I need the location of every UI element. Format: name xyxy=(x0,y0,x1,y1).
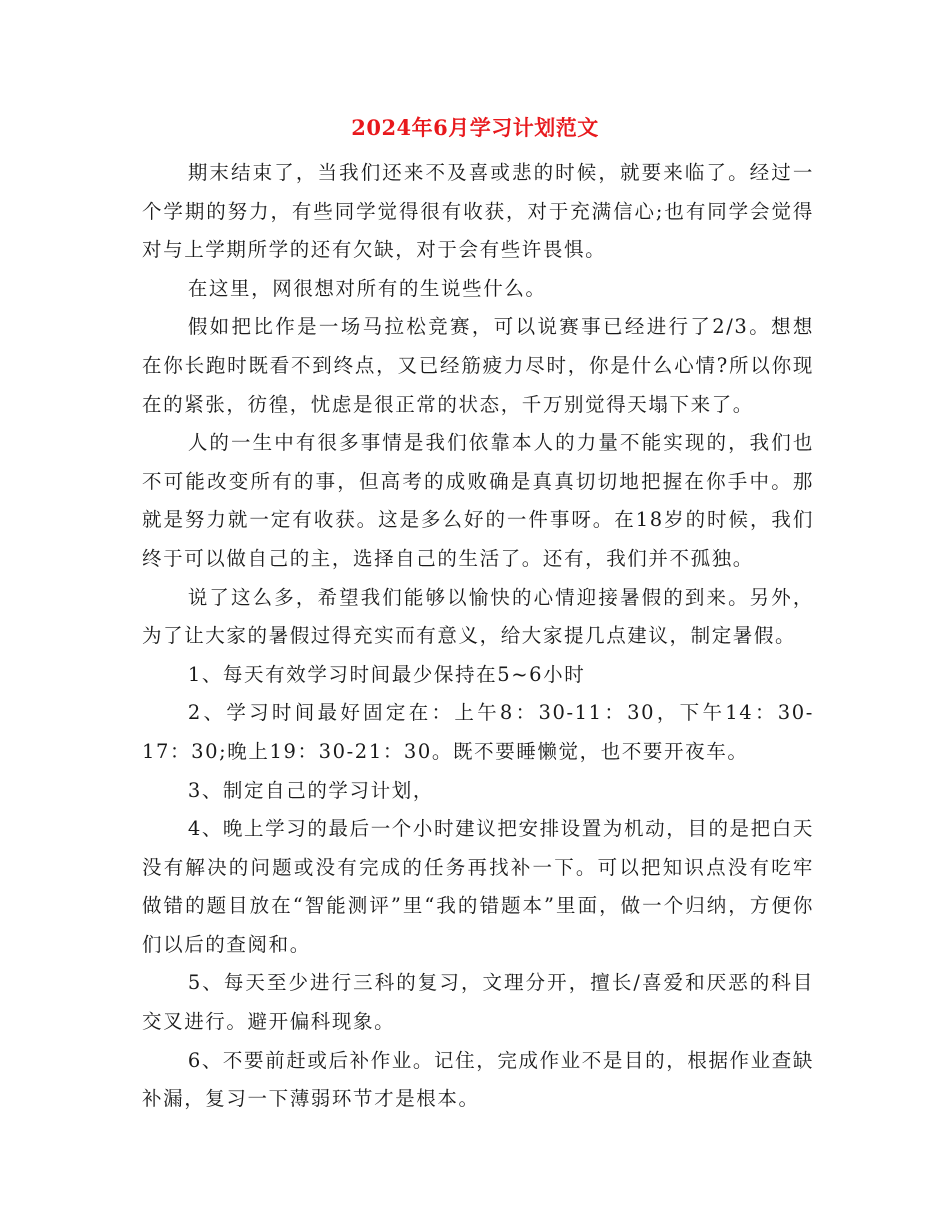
document-body xyxy=(142,154,814,1119)
paragraph-life: 人的一生中有很多事情是我们依靠本人的力量不能实现的，我们也不可能改变所有的事，但高考的成败确是真真切切地把握在你手中。那就是努力就一定有收获。这是多么好的一件事呀。在18岁的时候，我们终于可以做自己的主，选择自己的生活了。还有，我们并不孤独。 xyxy=(142,431,814,570)
paragraph-address: 在这里，网很想对所有的生说些什么。 xyxy=(187,276,547,300)
paragraph-marathon: 假如把比作是一场马拉松竞赛，可以说赛事已经进行了2/3。想想在你长跑时既看不到终点，又已经筋疲力尽时，你是什么心情?所以你现在的紧张，彷徨，忧虑是很正常的状态，千万别觉得天塌下来了。 xyxy=(142,315,814,416)
list-item-3: 3、制定自己的学习计划， xyxy=(187,778,434,802)
list-item-5: 5、每天至少进行三科的复习，文理分开，擅长/喜爱和厌恶的科目交叉进行。避开偏科现象。 xyxy=(142,971,814,1034)
list-item-6: 6、不要前赶或后补作业。记住，完成作业不是目的，根据作业查缺补漏，复习一下薄弱环节才是根本。 xyxy=(142,1048,814,1111)
paragraph-intro: 期末结束了，当我们还来不及喜或悲的时候，就要来临了。经过一个学期的努力，有些同学觉得很有收获，对于充满信心;也有同学会觉得对与上学期所学的还有欠缺，对于会有些许畏惧。 xyxy=(142,161,814,262)
list-item-4: 4、晚上学习的最后一个小时建议把安排设置为机动，目的是把白天没有解决的问题或没有完成的任务再找补一下。可以把知识点没有吃牢做错的题目放在“智能测评”里“我的错题本”里面，做一个归纳，方便你们以后的查阅和。 xyxy=(142,817,814,956)
document-title: 2024年6月学习计划范文 xyxy=(351,115,599,140)
list-item-2: 2、学习时间最好固定在：上午8：30-11：30，下午14：30-17：30;晚上19：30-21：30。既不要睡懒觉，也不要开夜车。 xyxy=(142,701,814,763)
paragraph-suggestions: 说了这么多，希望我们能够以愉快的心情迎接暑假的到来。另外，为了让大家的暑假过得充实而有意义，给大家提几点建议，制定暑假。 xyxy=(142,585,814,648)
list-item-1: 1、每天有效学习时间最少保持在5~6小时 xyxy=(187,662,586,686)
